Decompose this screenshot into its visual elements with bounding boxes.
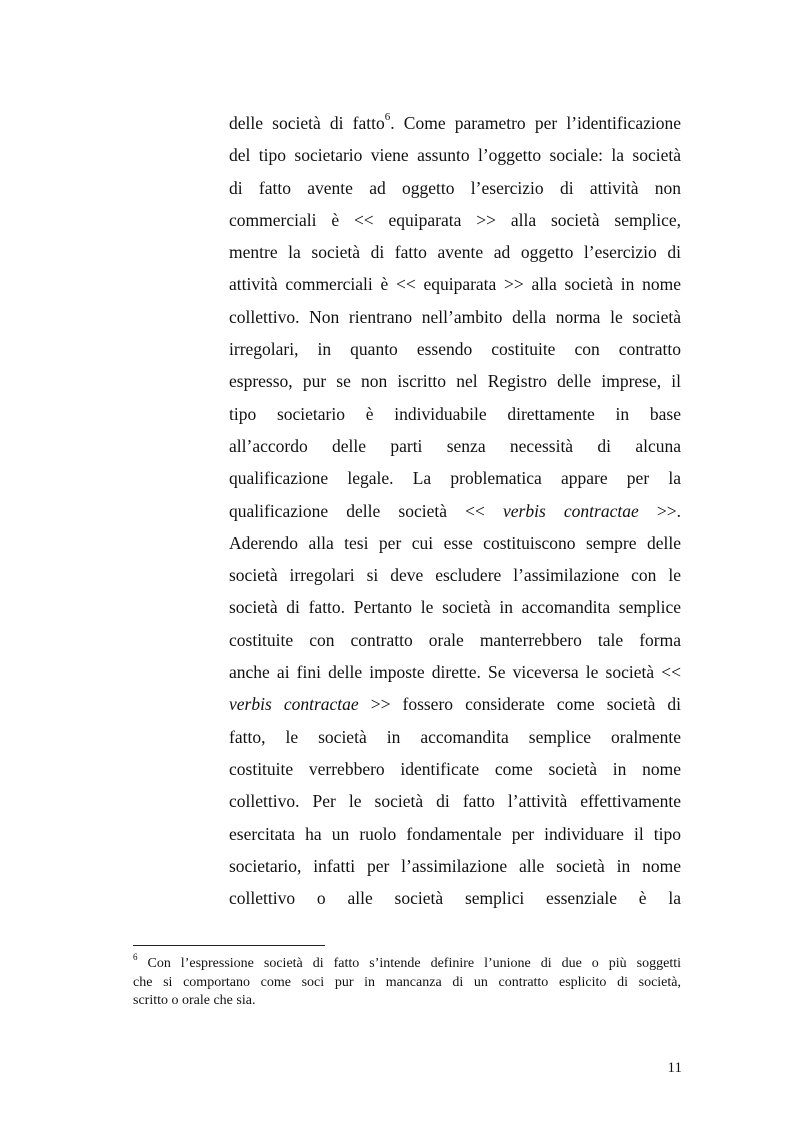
body-line bbox=[229, 688, 681, 720]
body-line-text: >>. bbox=[638, 500, 681, 521]
body-line: qualificazione legale. La problematica appare per la bbox=[229, 468, 681, 489]
body-line: mentre la società di fatto avente ad oggetto l’esercizio di bbox=[229, 242, 681, 263]
body-line: all’accordo delle parti senza necessità di alcuna bbox=[229, 435, 681, 456]
body-line: tipo societario è individuabile direttamente in base bbox=[229, 403, 681, 424]
body-line: irregolari, in quanto essendo costituite con contratto bbox=[229, 339, 681, 360]
body-line: società irregolari si deve escludere l’assimilazione con le bbox=[229, 565, 681, 586]
body-line: Aderendo alla tesi per cui esse costituiscono sempre delle bbox=[229, 532, 681, 553]
body-line: commerciali è << equiparata >> alla società semplice, bbox=[229, 209, 681, 230]
body-line: societario, infatti per l’assimilazione alle società in nome bbox=[229, 855, 681, 876]
latin-phrase: verbis contractae bbox=[229, 694, 359, 715]
footnote-line-text: Con l’espressione società di fatto s’intende definire l’unione di due o più soggetti bbox=[137, 956, 681, 971]
body-line bbox=[229, 107, 681, 139]
body-line: collettivo o alle società semplici essenziale è la bbox=[229, 888, 681, 909]
footnote-reference[interactable]: 6 bbox=[384, 111, 391, 124]
footnote-line: che si comportano come soci pur in mancanza di un contratto esplicito di società, bbox=[133, 974, 681, 990]
footnote bbox=[133, 952, 681, 1011]
body-line: costituite verrebbero identificate come società in nome bbox=[229, 758, 681, 779]
body-line: collettivo. Non rientrano nell’ambito della norma le società bbox=[229, 306, 681, 327]
footnote-separator bbox=[133, 945, 325, 946]
footnote-line bbox=[133, 952, 681, 974]
body-line-text: >> fossero considerate come società di bbox=[358, 694, 681, 715]
body-paragraph bbox=[229, 107, 681, 914]
body-line bbox=[229, 495, 681, 527]
body-line: anche ai fini delle imposte dirette. Se viceversa le società << bbox=[229, 662, 681, 683]
body-line: collettivo. Per le società di fatto l’attività effettivamente bbox=[229, 791, 681, 812]
body-line: società di fatto. Pertanto le società in accomandita semplice bbox=[229, 597, 681, 618]
body-line: del tipo societario viene assunto l’oggetto sociale: la società bbox=[229, 145, 681, 166]
footnote-marker: 6 bbox=[133, 952, 138, 963]
footnote-line: scritto o orale che sia. bbox=[133, 993, 256, 1008]
page-number: 11 bbox=[667, 1060, 682, 1076]
body-line: attività commerciali è << equiparata >> alla società in nome bbox=[229, 274, 681, 295]
body-line: esercitata ha un ruolo fondamentale per individuare il tipo bbox=[229, 823, 681, 844]
body-line: espresso, pur se non iscritto nel Registro delle imprese, il bbox=[229, 371, 681, 392]
body-line: fatto, le società in accomandita semplice oralmente bbox=[229, 726, 681, 747]
body-line-text: delle società di fatto bbox=[229, 113, 385, 133]
body-line-text: qualificazione delle società << bbox=[229, 500, 503, 521]
body-line: di fatto avente ad oggetto l’esercizio di attività non bbox=[229, 177, 681, 198]
body-line: costituite con contratto orale manterrebbero tale forma bbox=[229, 629, 681, 650]
body-line-text: . Come parametro per l’identificazione bbox=[390, 113, 681, 133]
latin-phrase: verbis contractae bbox=[503, 500, 639, 521]
